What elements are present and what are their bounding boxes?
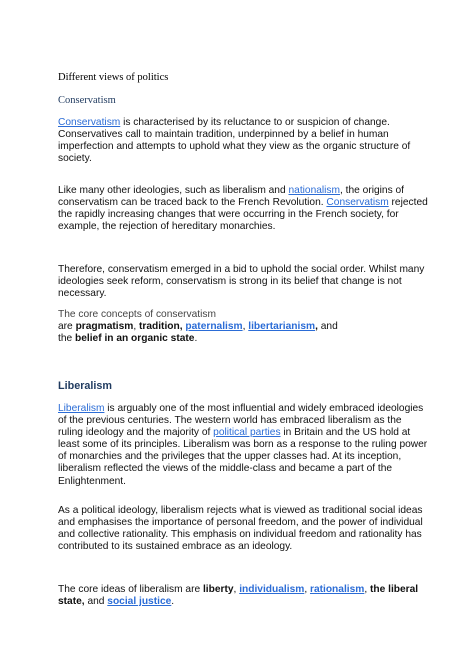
- tradition-term: tradition,: [138, 321, 183, 333]
- paternalism-link[interactable]: paternalism: [185, 321, 243, 333]
- liberal-state-term: the liberal state,: [58, 584, 419, 608]
- p7-text-1: The core ideas of liberalism are: [58, 584, 203, 595]
- conservatism-link[interactable]: Conservatism: [58, 117, 121, 128]
- p2-text-1: Like many other ideologies, such as liberalism and: [58, 185, 289, 196]
- pragmatism-term: pragmatism: [75, 321, 134, 333]
- p4-text-1: The core concepts of conservatism: [58, 309, 216, 320]
- libertarianism-link[interactable]: libertarianism: [248, 321, 316, 333]
- p2-text-3: rejected the rapidly increasing changes that were occurring in the French society, for example, the rejection of hereditary monarchies.: [58, 197, 428, 233]
- p2-text-2: , the origins of conservatism can be traced back to the French Revolution.: [58, 185, 405, 209]
- organic-state-term: belief in an organic state: [75, 333, 195, 345]
- rationalism-link[interactable]: rationalism: [309, 584, 365, 595]
- p4-text-4: the: [58, 333, 75, 345]
- liberalism-heading: Liberalism: [58, 380, 113, 392]
- p7-text-3: .: [171, 596, 175, 608]
- paragraph-conservatism-intro: [58, 117, 428, 165]
- p4-text-2: are: [58, 321, 76, 333]
- document-title: Different views of politics: [58, 72, 169, 83]
- p4-text-3: and: [317, 321, 338, 333]
- paragraph-liberalism-core: [58, 584, 428, 608]
- paragraph-conservatism-core: [58, 309, 428, 345]
- p7-sep-3: ,: [364, 584, 371, 595]
- individualism-link[interactable]: individualism: [239, 584, 305, 595]
- political-parties-link[interactable]: political parties: [213, 427, 281, 439]
- p5-text-1: is arguably one of the most influential and widely embraced ideologies of the previous centuries. The western world has embraced liberalism as the ruling ideology and the majority of: [58, 403, 424, 439]
- paragraph-conservatism-social-order: Therefore, conservatism emerged in a bid to uphold the social order. Whilst many ideologies seek reform, conservatism is strong in its belief that change is not necessary.: [58, 264, 425, 300]
- conservatism-link-2[interactable]: Conservatism: [326, 197, 389, 209]
- p7-text-2: and: [84, 596, 108, 608]
- p4-sep-4: ,: [315, 321, 318, 333]
- p4-text-5: .: [194, 333, 198, 345]
- liberalism-link[interactable]: Liberalism: [58, 403, 105, 414]
- conservatism-heading: Conservatism: [58, 95, 116, 106]
- p4-sep-3: ,: [242, 321, 249, 333]
- liberty-term: liberty: [202, 584, 234, 595]
- p7-sep-2: ,: [304, 584, 310, 595]
- social-justice-link[interactable]: social justice: [107, 596, 172, 608]
- paragraph-liberalism-intro: [58, 403, 428, 488]
- paragraph-conservatism-origins: [58, 185, 428, 233]
- p5-text-2: in Britain and the US hold at least some of its principles. Liberalism was born as a response to the ruling power of monarchies and the privileges that the upper classes had. At its inception, liberalism reflected the views of the middle-class and became a part of the Enlightenment.: [58, 427, 428, 487]
- nationalism-link[interactable]: nationalism: [288, 185, 341, 196]
- p7-sep-1: ,: [233, 584, 240, 595]
- paragraph-liberalism-ideology: As a political ideology, liberalism rejects what is viewed as traditional social ideas and emphasises the importance of personal freedom, and the power of individual and collective rationality. This emphasis on individual freedom and rationality has contributed to its sustained embrace as an ideology.: [58, 505, 423, 553]
- p4-sep-1: ,: [133, 321, 139, 333]
- p1-text: is characterised by its reluctance to or suspicion of change. Conservatives call to maintain tradition, underpinned by a belief in human imperfection and attempts to uphold what they view as the organic structure of society.: [58, 117, 411, 165]
